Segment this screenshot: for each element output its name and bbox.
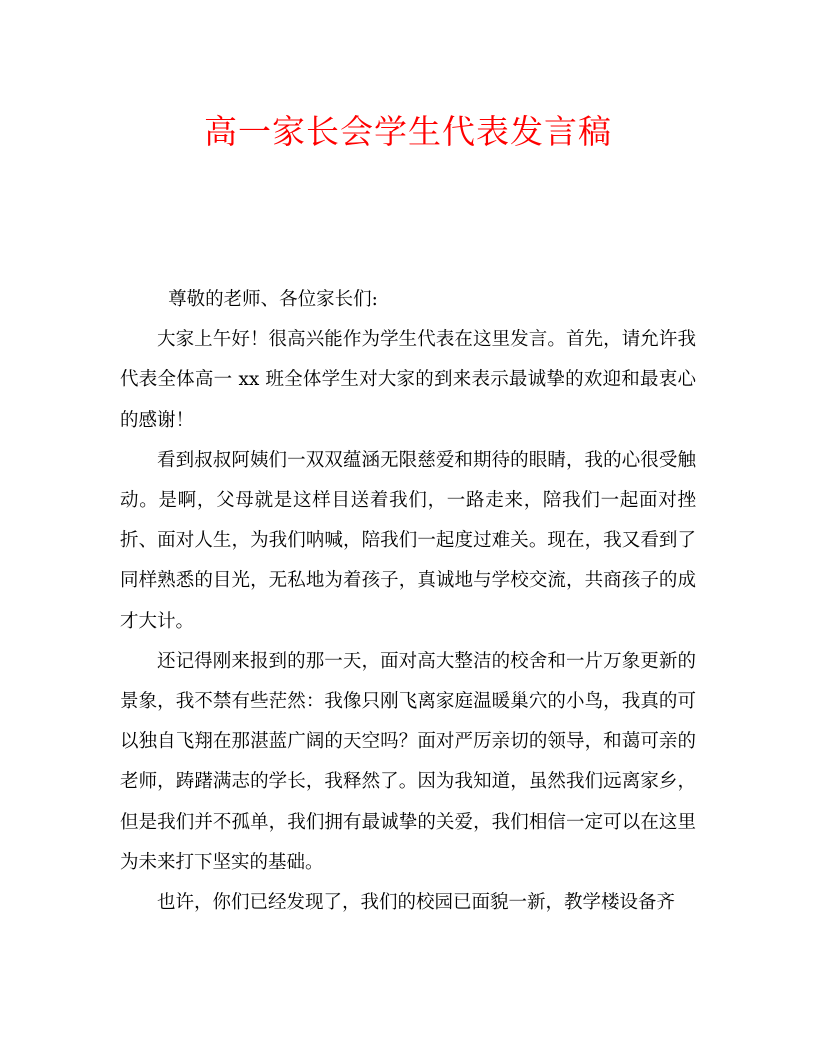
paragraph-first-day: 还记得刚来报到的那一天，面对高大整洁的校舍和一片万象更新的景象，我不禁有些茫然：我像只刚飞离家庭温暖巢穴的小鸟，我真的可以独自飞翔在那湛蓝广阔的天空吗？面对严厉亲切的领导，和蔼可亲的老师，踌躇满志的学长，我释然了。因为我知道，虽然我们远离家乡，但是我们并不孤单，我们拥有最诚挚的关爱，我们相信一定可以在这里为未来打下坚实的基础。 <box>120 650 696 873</box>
salutation: 尊敬的老师、各位家长们: <box>168 289 378 310</box>
paragraph-greeting: 大家上午好！很高兴能作为学生代表在这里发言。首先，请允许我代表全体高一 xx 班全体学生对大家的到来表示最诚挚的欢迎和最衷心的感谢！ <box>120 329 696 431</box>
document-body <box>120 280 696 923</box>
paragraph-campus: 也许，你们已经发现了，我们的校园已面貌一新，教学楼设备齐 <box>157 892 676 914</box>
paragraph-parents-eyes: 看到叔叔阿姨们一双双蕴涵无限慈爱和期待的眼睛，我的心很受触动。是啊，父母就是这样目送着我们，一路走来，陪我们一起面对挫折、面对人生，为我们呐喊，陪我们一起度过难关。现在，我又看到了同样熟悉的目光，无私地为着孩子，真诚地与学校交流，共商孩子的成才大计。 <box>120 449 696 632</box>
document-title: 高一家长会学生代表发言稿 <box>204 112 612 151</box>
